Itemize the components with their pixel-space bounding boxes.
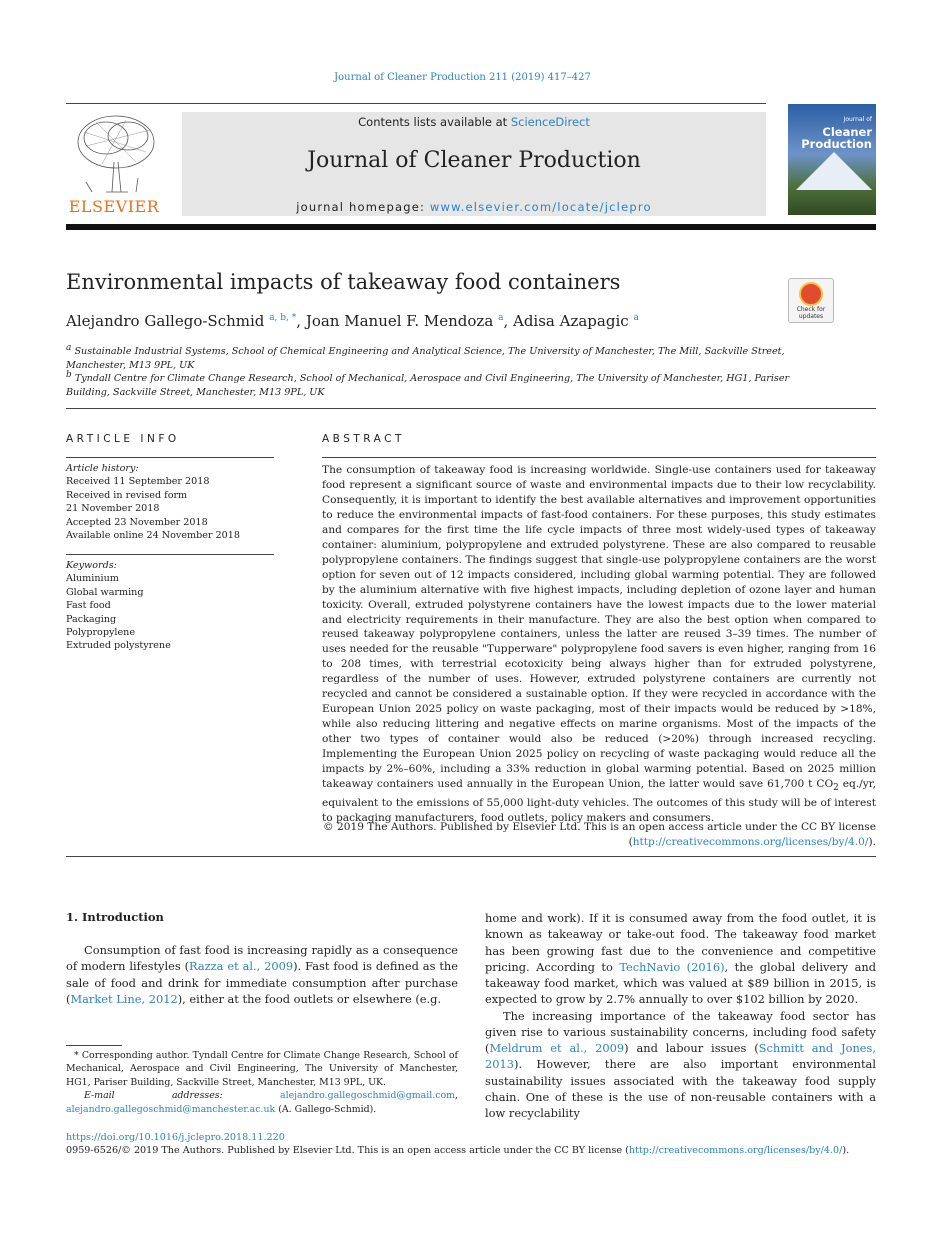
history-label: Article history: (66, 463, 139, 474)
abstract-bottom-rule (66, 856, 876, 857)
abstract-rule (322, 457, 876, 458)
info-rule (66, 554, 274, 555)
tree-icon (66, 112, 162, 196)
email-line: E-mail addresses: alejandro.gallegoschmid@gmail.com, alejandro.gallegoschmid@manchester.ac.uk (A. Gallego-Schmid). (66, 1090, 458, 1115)
corresponding-author: * Corresponding author. Tyndall Centre for Climate Change Research, School of Mechanical, Aerospace and Civil Engineering, The University of Manchester, HG1, Pariser Building, Sackville Street, Manchester, M13 9PL, UK. (66, 1050, 458, 1088)
email-label: E-mail addresses: (84, 1090, 223, 1102)
text: ) and labour issues ( (624, 1041, 759, 1055)
check-updates-button[interactable] (788, 278, 834, 323)
author-sup[interactable]: a (498, 313, 504, 323)
email-link[interactable]: alejandro.gallegoschmid@gmail.com (280, 1090, 456, 1102)
keywords-label: Keywords: (66, 560, 117, 571)
keyword: Aluminium (66, 573, 119, 585)
author-name[interactable]: Adisa Azapagic (512, 312, 629, 330)
affiliation-mark: a (66, 343, 72, 353)
abstract-body-end: eq./yr, equivalent to the emissions of 55,000 light-duty vehicles. The outcomes of this study will be of interest to packaging manufacturers, food outlets, policy makers and consumers. (322, 778, 876, 825)
paragraph (485, 910, 876, 1008)
author-list: Alejandro Gallego-Schmid $^{a, b, *}$, Joan Manuel F. Mendoza $^a$, Adisa Azapagic $^a$ (66, 312, 639, 330)
author-sup[interactable]: a (633, 313, 639, 323)
author-name[interactable]: Alejandro Gallego-Schmid (66, 312, 265, 330)
contents-line (182, 115, 766, 129)
elsevier-logo[interactable] (66, 112, 162, 216)
subscript: 2 (833, 783, 839, 794)
reference-link[interactable]: Market Line, 2012 (70, 991, 178, 1006)
homepage-prefix: journal homepage: (296, 200, 430, 214)
mountain-icon (796, 152, 872, 190)
article-info-heading: ARTICLE INFO (66, 433, 180, 445)
contents-prefix: Contents lists available at (358, 115, 511, 129)
homepage-line (182, 200, 766, 214)
keywords (66, 559, 274, 653)
paragraph (485, 1008, 876, 1122)
author-sup[interactable]: a, b, * (269, 313, 297, 323)
paragraph (66, 942, 458, 1007)
issn-close: ). (842, 1145, 850, 1156)
journal-citation[interactable]: Journal of Cleaner Production 211 (2019) 417–427 (334, 72, 591, 83)
reference-link[interactable]: Razza et al., 2009 (189, 959, 294, 974)
doi-link[interactable]: https://doi.org/10.1016/j.jclepro.2018.11.220 (66, 1132, 285, 1143)
keyword: Fast food (66, 600, 111, 612)
sciencedirect-link[interactable]: ScienceDirect (510, 115, 590, 129)
text: The increasing importance of the takeaway food sector has given rise to various sustainability concerns, including food safety ( (485, 1008, 876, 1055)
cover-line2: Production (801, 137, 872, 151)
homepage-link[interactable]: www.elsevier.com/locate/jclepro (429, 200, 652, 214)
thick-divider (66, 224, 876, 230)
check-updates-line2: updates (798, 313, 824, 320)
intro-right-column (485, 910, 876, 1121)
publisher-name: ELSEVIER (68, 197, 160, 216)
issn-line (66, 1145, 849, 1156)
footnote (66, 1049, 458, 1116)
affiliation-text: Tyndall Centre for Climate Change Research, School of Mechanical, Aerospace and Civil Engineering, The University of Manchester, HG1, Pariser Building, Sackville Street, Manchester, M13 9PL, UK (66, 373, 790, 398)
section-heading: 1. Introduction (66, 910, 164, 924)
license-link[interactable]: http://creativecommons.org/licenses/by/4.0/ (632, 835, 869, 848)
journal-title: Journal of Cleaner Production (307, 148, 641, 173)
affiliation (66, 369, 806, 399)
history-item: Received in revised form (66, 489, 188, 501)
text: Consumption of fast food is increasing rapidly as a consequence of modern lifestyles ( (66, 943, 458, 974)
affiliation-mark: b (66, 370, 72, 380)
check-updates-line1: Check for (796, 306, 826, 313)
journal-banner (182, 112, 766, 216)
cover-title (801, 114, 872, 150)
info-rule (66, 457, 274, 458)
history-item: Received 11 September 2018 (66, 476, 210, 488)
history-item: Available online 24 November 2018 (66, 530, 240, 542)
reference-link[interactable]: TechNavio (2016) (619, 959, 725, 974)
affiliation (66, 342, 806, 372)
abstract-body: The consumption of takeaway food is increasing worldwide. Single-use containers used for takeaway food represent a significant source of waste and environmental impacts due to their low recyclability. Consequently, it is important to identify the best available alternatives and improvement opportunities to reduce the environmental impacts of fast-food containers. For these purposes, this study estimates and compares for the first time the life cycle impacts of three most widely-used types of takeaway container: aluminium, polypropylene and extruded polystyrene. These are also compared to reusable polypropylene containers. The findings suggest that single-use polypropylene containers are the worst option for seven out of 12 impacts considered, including global warming potential. They are followed by the aluminium alternative with five highest impacts, including depletion of ozone layer and human toxicity. Overall, extruded polystyrene containers have the lowest impacts due to the lower material and electricity requirements in their manufacture. They are also the best option when compared to reused takeaway polypropylene containers, unless the latter are reused 3–39 times. The number of uses needed for the reusable "Tupperware" polypropylene food savers is even higher, ranging from 16 to 208 times, with terrestrial ecotoxicity being always higher than for extruded polystyrene, regardless of the number of uses. However, extruded polystyrene containers are currently not recycled and cannot be considered a sustainable option. If they were recycled in accordance with the European Union 2025 policy on waste packaging, most of their impacts would be reduced by >18%, while also reducing littering and negative effects on marine organisms. Most of the impacts of the other two types of container would also be reduced (>20%) through increased recycling. Implementing the European Union 2025 policy on recycling of waste packaging would reduce all the impacts by 2%–60%, including a 33% reduction in global warming potential. Based on 2025 million takeaway containers used annually in the European Union, the latter would save 61,700 t CO (322, 464, 876, 791)
email-suffix: (A. Gallego-Schmid). (275, 1103, 377, 1115)
section-rule (66, 408, 876, 409)
keyword: Extruded polystyrene (66, 640, 171, 652)
reference-link[interactable]: Meldrum et al., 2009 (489, 1041, 625, 1055)
affiliation-text: Sustainable Industrial Systems, School of Chemical Engineering and Analytical Science, The University of Manchester, The Mill, Sackville Street, Manchester, M13 9PL, UK (66, 346, 785, 371)
keyword: Packaging (66, 613, 117, 625)
copyright-text: © 2019 The Authors. Published by Elsevier Ltd. This is an open access article under the CC BY license (323, 821, 876, 833)
intro-left-column (66, 942, 458, 1007)
history-item: 21 November 2018 (66, 503, 160, 515)
abstract-heading: ABSTRACT (322, 433, 405, 445)
email-link[interactable]: alejandro.gallegoschmid@manchester.ac.uk (66, 1103, 276, 1115)
check-updates-icon (799, 282, 823, 306)
text: , the global delivery and takeaway food market, which was valued at $89 billion in 2015, is expected to grow by 2.7% annually to over $102 billion by 2020. (485, 959, 876, 1007)
abstract-text (322, 463, 876, 826)
footnote-rule (66, 1045, 122, 1046)
history-item: Accepted 23 November 2018 (66, 516, 208, 528)
text: home and work). If it is consumed away from the food outlet, it is known as takeaway or take-out food. The takeaway food market has been growing fast due to the convenience and competitive pricing. According to (485, 911, 876, 974)
license-link[interactable]: http://creativecommons.org/licenses/by/4.0/ (628, 1145, 843, 1156)
text: ), either at the food outlets or elsewhere (e.g. (177, 991, 442, 1006)
cover-small: Journal of (843, 116, 872, 123)
issn-text: 0959-6526/© 2019 The Authors. Published by Elsevier Ltd. This is an open access article under the CC BY license ( (66, 1145, 629, 1156)
cover-line1: Cleaner (822, 125, 872, 139)
author-name[interactable]: Joan Manuel F. Mendoza (305, 312, 494, 330)
reference-link[interactable]: Schmitt and Jones, 2013 (485, 1041, 876, 1072)
abstract-copyright: © 2019 The Authors. Published by Elsevier Ltd. This is an open access article under the CC BY license (http://creativecommons.org/licenses/by/4.0/). (323, 821, 876, 848)
keyword: Global warming (66, 586, 144, 598)
article-history (66, 462, 274, 542)
text: ). However, there are also important environmental sustainability issues associated with the takeaway food supply chain. One of these is the use of non-reusable containers with a low recyclability (485, 1057, 876, 1120)
keyword: Polypropylene (66, 627, 135, 639)
header-rule (66, 103, 766, 104)
text: ). Fast food is defined as the sale of food and drink for immediate consumption after purchase ( (66, 959, 458, 1006)
article-title: Environmental impacts of takeaway food containers (66, 270, 621, 294)
journal-cover[interactable] (788, 104, 876, 215)
